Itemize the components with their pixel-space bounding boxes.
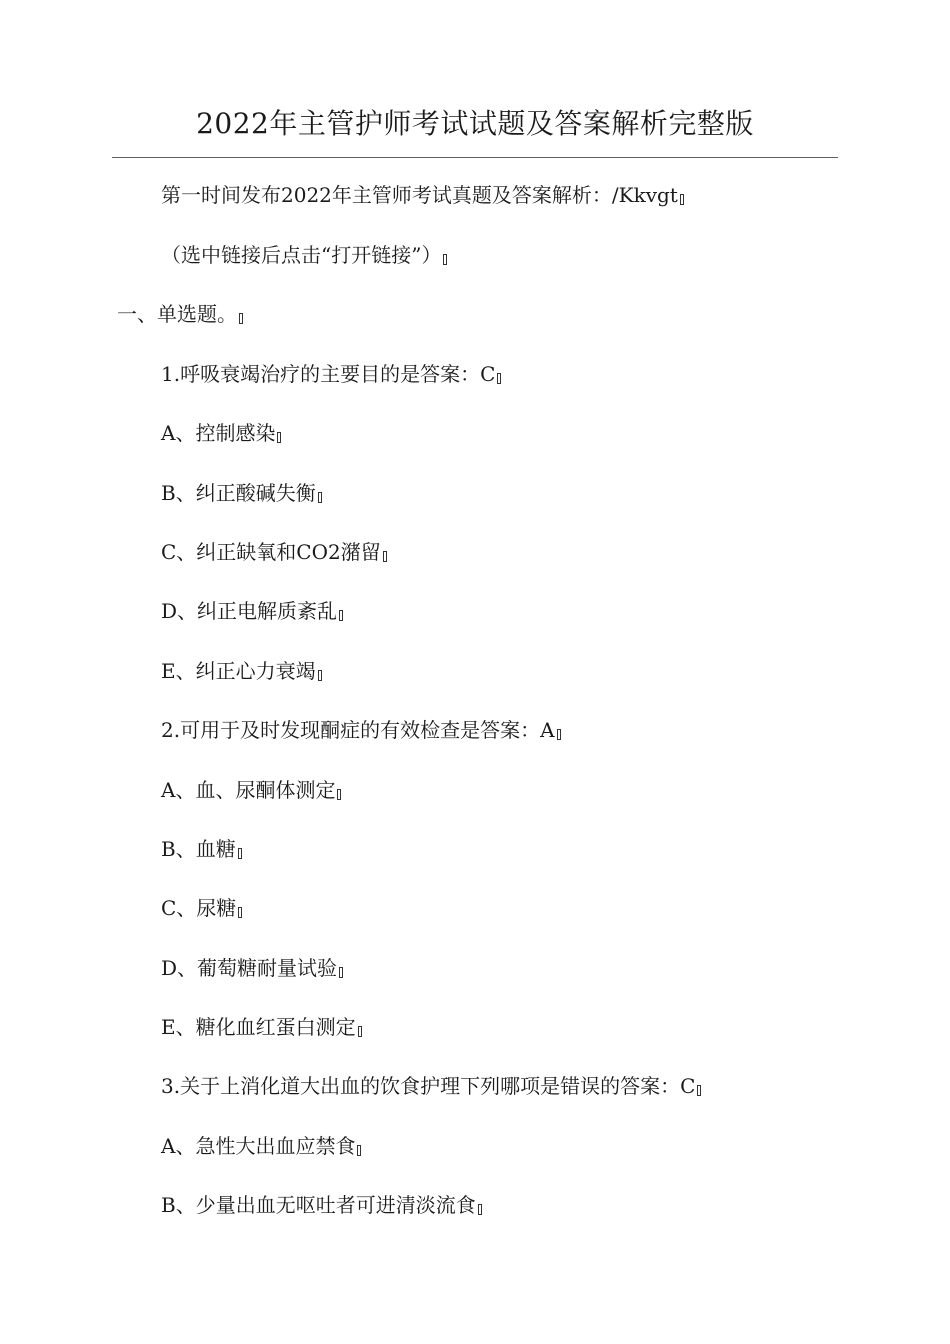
question-stem: 1.呼吸衰竭治疗的主要目的是答案：C (161, 361, 501, 387)
intro-line (161, 182, 684, 208)
paragraph-mark-icon (238, 907, 242, 918)
intro-hint: （选中链接后点击“打开链接”） (161, 243, 442, 267)
question-option: E、糖化血红蛋白测定 (161, 1014, 362, 1040)
paragraph-mark-icon (680, 194, 684, 205)
question-option: B、血糖 (161, 836, 242, 862)
paragraph-mark-icon (358, 1026, 362, 1037)
paragraph-mark-icon (697, 1085, 701, 1096)
title-divider (112, 157, 838, 158)
question-option: D、纠正电解质紊乱 (161, 598, 343, 624)
question-stem: 2.可用于及时发现酮症的有效检查是答案：A (161, 717, 561, 743)
question-option: A、血、尿酮体测定 (161, 777, 341, 803)
page-title: 2022年主管护师考试试题及答案解析完整版 (196, 107, 754, 140)
question-stem: 3.关于上消化道大出血的饮食护理下列哪项是错误的答案：C (161, 1073, 701, 1099)
section-heading: 一、单选题。 (117, 301, 243, 327)
paragraph-mark-icon (357, 1145, 361, 1156)
question-option: A、急性大出血应禁食 (161, 1133, 361, 1159)
paragraph-mark-icon (443, 254, 447, 265)
question-option: A、控制感染 (161, 420, 281, 446)
paragraph-mark-icon (497, 373, 501, 384)
question-option: C、纠正缺氧和CO2潴留 (161, 539, 387, 565)
paragraph-mark-icon (277, 432, 281, 443)
paragraph-mark-icon (339, 610, 343, 621)
paragraph-mark-icon (318, 492, 322, 503)
paragraph-mark-icon (383, 551, 387, 562)
paragraph-mark-icon (238, 848, 242, 859)
paragraph-mark-icon (478, 1204, 482, 1215)
paragraph-mark-icon (239, 313, 243, 324)
question-option: E、纠正心力衰竭 (161, 658, 322, 684)
paragraph-mark-icon (339, 967, 343, 978)
question-option: D、葡萄糖耐量试验 (161, 955, 343, 981)
intro-hint-line (161, 242, 447, 268)
question-option: C、尿糖 (161, 895, 242, 921)
intro-text: 第一时间发布2022年主管师考试真题及答案解析：/Kkvgt (161, 183, 678, 207)
question-option: B、少量出血无呕吐者可进清淡流食 (161, 1192, 482, 1218)
question-option: B、纠正酸碱失衡 (161, 480, 322, 506)
paragraph-mark-icon (337, 789, 341, 800)
paragraph-mark-icon (557, 729, 561, 740)
paragraph-mark-icon (318, 670, 322, 681)
